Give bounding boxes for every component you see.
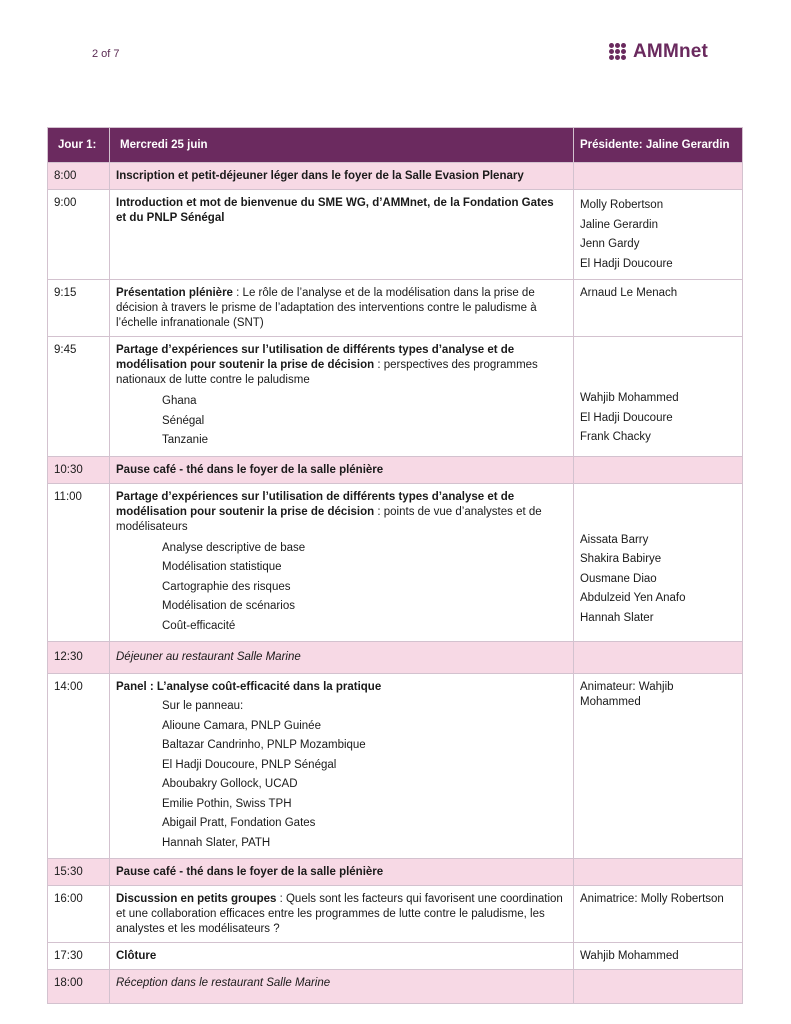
row-time: 14:00	[48, 674, 110, 859]
topic-list	[116, 539, 567, 637]
table-row	[48, 280, 743, 337]
row-speakers	[574, 642, 743, 674]
row-speakers: Wahjib Mohammed El Hadji Doucoure Frank Chacky	[574, 337, 743, 457]
row-session: Panel : L’analyse coût-efficacité dans la pratique Sur le panneau: Alioune Camara, PNLP Guinée Baltazar Candrinho, PNLP Mozambique El Hadji Doucoure, PNLP Sénégal Aboubakry Gollock, UCAD Emilie Pothin, Swiss TPH Abigail Pratt, Fondation Gates Hannah Slater, PATH	[110, 674, 574, 859]
list-item: Aboubakry Gollock, UCAD	[162, 778, 298, 790]
row-session: Discussion en petits groupes : Quels sont les facteurs qui favorisent une coordination et une collaboration efficaces entre les programmes de lutte contre le paludisme, les analystes et les modélisateurs ?	[110, 886, 574, 943]
table-header	[48, 128, 743, 163]
row-session: Pause café - thé dans le foyer de la salle plénière	[110, 859, 574, 886]
page-number: 2 of 7	[92, 48, 120, 60]
row-session: Introduction et mot de bienvenue du SME WG, d’AMMnet, de la Fondation Gates et du PNLP Sénégal	[110, 190, 574, 280]
dots-grid-icon	[609, 43, 627, 61]
table-row	[48, 642, 743, 674]
row-time: 12:30	[48, 642, 110, 674]
row-time: 15:30	[48, 859, 110, 886]
table-row	[48, 859, 743, 886]
table-row	[48, 163, 743, 190]
table-row	[48, 943, 743, 970]
row-session: Partage d’expériences sur l’utilisation de différents types d’analyse et de modélisation pour soutenir la prise de décision : perspectives des programmes nationaux de lutte contre le paludisme Ghana Sénégal Tanzanie	[110, 337, 574, 457]
list-item: Baltazar Candrinho, PNLP Mozambique	[162, 739, 366, 751]
list-item: Tanzanie	[162, 434, 209, 446]
list-item: Modélisation de scénarios	[162, 600, 295, 612]
row-session: Présentation plénière : Le rôle de l’analyse et de la modélisation dans la prise de décision à travers le prisme de l’adaptation des interventions contre le paludisme à l’échelle infranationale (SNT)	[110, 280, 574, 337]
list-item: Coût-efficacité	[162, 619, 236, 632]
list-item: Abigail Pratt, Fondation Gates	[162, 817, 316, 829]
row-speakers: Wahjib Mohammed	[574, 943, 743, 970]
list-item: Ghana	[162, 395, 197, 407]
row-time: 18:00	[48, 970, 110, 1004]
list-item: Hannah Slater, PATH	[162, 836, 271, 849]
list-item: Sur le panneau:	[162, 700, 244, 712]
list-item: Sénégal	[162, 414, 205, 427]
row-time: 16:00	[48, 886, 110, 943]
ammnet-logo	[609, 41, 708, 63]
panel-list	[116, 697, 567, 853]
header-chair: Présidente: Jaline Gerardin	[574, 128, 743, 163]
country-list	[116, 392, 567, 451]
row-session: Déjeuner au restaurant Salle Marine	[110, 642, 574, 674]
row-speakers: Animateur: Wahjib Mohammed	[574, 674, 743, 859]
table-row	[48, 886, 743, 943]
header-date: Mercredi 25 juin	[110, 128, 574, 163]
list-item: Cartographie des risques	[162, 580, 291, 593]
row-session: Inscription et petit-déjeuner léger dans le foyer de la Salle Evasion Plenary	[110, 163, 574, 190]
list-item: Analyse descriptive de base	[162, 541, 306, 554]
table-row	[48, 190, 743, 280]
row-time: 9:45	[48, 337, 110, 457]
table-row	[48, 337, 743, 457]
table-row	[48, 970, 743, 1004]
row-speakers: Animatrice: Molly Robertson	[574, 886, 743, 943]
row-time: 9:00	[48, 190, 110, 280]
row-session: Partage d’expériences sur l’utilisation de différents types d’analyse et de modélisation pour soutenir la prise de décision : points de vue d’analystes et de modélisateurs Analyse descriptive de base Modélisation statistique Cartographie des risques Modélisation de scénarios Coût-efficacité	[110, 483, 574, 642]
header-day: Jour 1:	[48, 128, 110, 163]
row-speakers	[574, 163, 743, 190]
row-speakers	[574, 970, 743, 1004]
table-row	[48, 456, 743, 483]
agenda-table	[47, 127, 743, 1004]
row-time: 8:00	[48, 163, 110, 190]
row-speakers: Aissata Barry Shakira Babirye Ousmane Diao Abdulzeid Yen Anafo Hannah Slater	[574, 483, 743, 642]
list-item: El Hadji Doucoure, PNLP Sénégal	[162, 758, 337, 771]
row-speakers	[574, 859, 743, 886]
row-time: 17:30	[48, 943, 110, 970]
row-time: 11:00	[48, 483, 110, 642]
row-speakers: Arnaud Le Menach	[574, 280, 743, 337]
row-session: Réception dans le restaurant Salle Marine	[110, 970, 574, 1004]
table-row	[48, 483, 743, 642]
list-item: Emilie Pothin, Swiss TPH	[162, 797, 292, 810]
row-speakers: Molly Robertson Jaline Gerardin Jenn Gardy El Hadji Doucoure	[574, 190, 743, 280]
row-time: 10:30	[48, 456, 110, 483]
row-session: Pause café - thé dans le foyer de la salle plénière	[110, 456, 574, 483]
row-session: Clôture	[110, 943, 574, 970]
list-item: Modélisation statistique	[162, 561, 282, 573]
row-speakers	[574, 456, 743, 483]
logo-text: AMMnet	[633, 41, 709, 62]
row-time: 9:15	[48, 280, 110, 337]
list-item: Alioune Camara, PNLP Guinée	[162, 719, 321, 732]
table-row	[48, 674, 743, 859]
